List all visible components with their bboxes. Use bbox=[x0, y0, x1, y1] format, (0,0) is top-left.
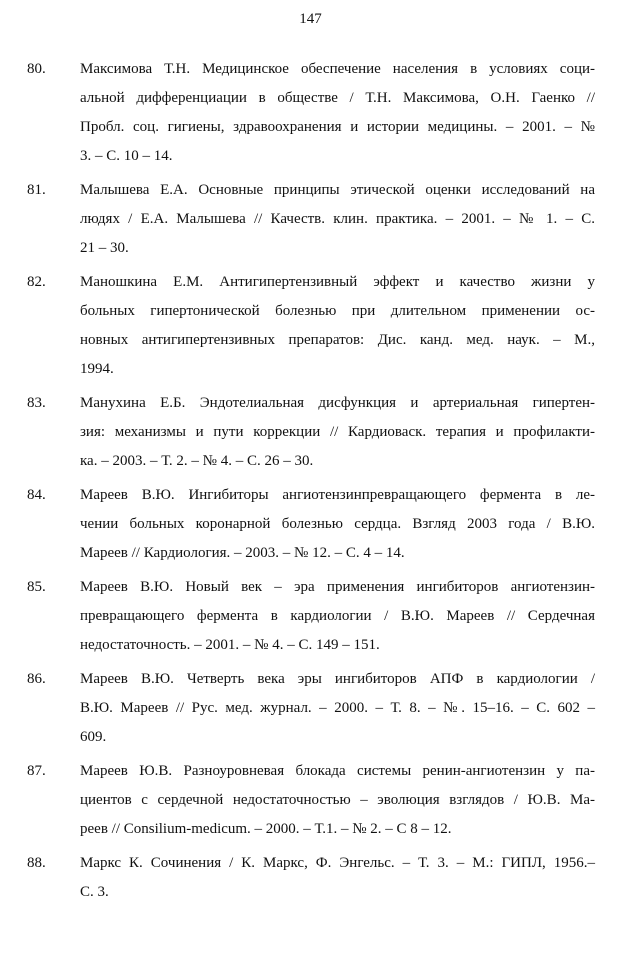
reference-line: больных гипертонической болезнью при длительном применении ос- bbox=[80, 303, 595, 319]
reference-line: 1994. bbox=[80, 361, 114, 377]
reference-text bbox=[80, 389, 595, 476]
reference-number: 80. bbox=[27, 61, 46, 77]
reference-number: 84. bbox=[27, 487, 46, 503]
reference-line: реев // Consilium-medicum. – 2000. – Т.1. – № 2. – С 8 – 12. bbox=[80, 821, 452, 837]
reference-list bbox=[0, 55, 621, 912]
reference-item-83 bbox=[0, 389, 621, 476]
reference-line: ка. – 2003. – Т. 2. – № 4. – С. 26 – 30. bbox=[80, 453, 314, 469]
reference-item-84 bbox=[0, 481, 621, 568]
reference-line: Мареев Ю.В. Разноуровневая блокада системы ренин-ангиотензин у па- bbox=[80, 763, 595, 779]
reference-number: 81. bbox=[27, 182, 46, 198]
reference-text bbox=[80, 176, 595, 263]
reference-line: циентов с сердечной недостаточностью – эволюция взглядов / Ю.В. Ма- bbox=[80, 792, 595, 808]
reference-line: Мареев // Кардиология. – 2003. – № 12. – С. 4 – 14. bbox=[80, 545, 405, 561]
reference-line: альной дифференциации в обществе / Т.Н. Максимова, О.Н. Гаенко // bbox=[80, 90, 595, 106]
reference-line: Манухина Е.Б. Эндотелиальная дисфункция и артериальная гипертен- bbox=[80, 395, 595, 411]
reference-text bbox=[80, 268, 595, 384]
reference-text bbox=[80, 573, 595, 660]
reference-line: Мареев В.Ю. Ингибиторы ангиотензинпревращающего фермента в ле- bbox=[80, 487, 595, 503]
reference-line: Малышева Е.А. Основные принципы этической оценки исследований на bbox=[80, 182, 595, 198]
reference-text bbox=[80, 55, 595, 171]
reference-text bbox=[80, 757, 595, 844]
reference-line: недостаточность. – 2001. – № 4. – С. 149 – 151. bbox=[80, 637, 380, 653]
reference-line: Пробл. соц. гигиены, здравоохранения и истории медицины. – 2001. – № bbox=[80, 119, 595, 135]
reference-line: 21 – 30. bbox=[80, 240, 129, 256]
reference-number: 83. bbox=[27, 395, 46, 411]
reference-item-87 bbox=[0, 757, 621, 844]
reference-line: зия: механизмы и пути коррекции // Кардиоваск. терапия и профилакти- bbox=[80, 424, 595, 440]
reference-text bbox=[80, 665, 595, 752]
reference-number: 87. bbox=[27, 763, 46, 779]
reference-line: 609. bbox=[80, 729, 107, 745]
reference-line: 3. – С. 10 – 14. bbox=[80, 148, 173, 164]
reference-line: чении больных коронарной болезнью сердца. Взгляд 2003 года / В.Ю. bbox=[80, 516, 595, 532]
reference-number: 82. bbox=[27, 274, 46, 290]
reference-line: С. 3. bbox=[80, 884, 109, 900]
reference-line: Мареев В.Ю. Четверть века эры ингибиторов АПФ в кардиологии / bbox=[80, 671, 595, 687]
reference-text bbox=[80, 481, 595, 568]
reference-item-86 bbox=[0, 665, 621, 752]
reference-line: людях / Е.А. Малышева // Качеств. клин. практика. – 2001. – № 1. – С. bbox=[80, 211, 595, 227]
reference-line: Максимова Т.Н. Медицинское обеспечение населения в условиях соци- bbox=[80, 61, 595, 77]
reference-number: 86. bbox=[27, 671, 46, 687]
reference-item-81 bbox=[0, 176, 621, 263]
reference-line: превращающего фермента в кардиологии / В.Ю. Мареев // Сердечная bbox=[80, 608, 595, 624]
reference-line: Маркс К. Сочинения / К. Маркс, Ф. Энгельс. – Т. 3. – М.: ГИПЛ, 1956.– bbox=[80, 855, 595, 871]
reference-number: 85. bbox=[27, 579, 46, 595]
reference-line: новных антигипертензивных препаратов: Дис. канд. мед. наук. – М., bbox=[80, 332, 595, 348]
reference-line: Маношкина Е.М. Антигипертензивный эффект и качество жизни у bbox=[80, 274, 595, 290]
reference-item-80 bbox=[0, 55, 621, 171]
reference-text bbox=[80, 849, 595, 907]
page-number: 147 bbox=[299, 11, 322, 27]
reference-line: В.Ю. Мареев // Рус. мед. журнал. – 2000. – Т. 8. – №. 15–16. – С. 602 – bbox=[80, 700, 595, 716]
reference-item-85 bbox=[0, 573, 621, 660]
reference-line: Мареев В.Ю. Новый век – эра применения ингибиторов ангиотензин- bbox=[80, 579, 595, 595]
reference-item-82 bbox=[0, 268, 621, 384]
reference-number: 88. bbox=[27, 855, 46, 871]
reference-item-88 bbox=[0, 849, 621, 907]
